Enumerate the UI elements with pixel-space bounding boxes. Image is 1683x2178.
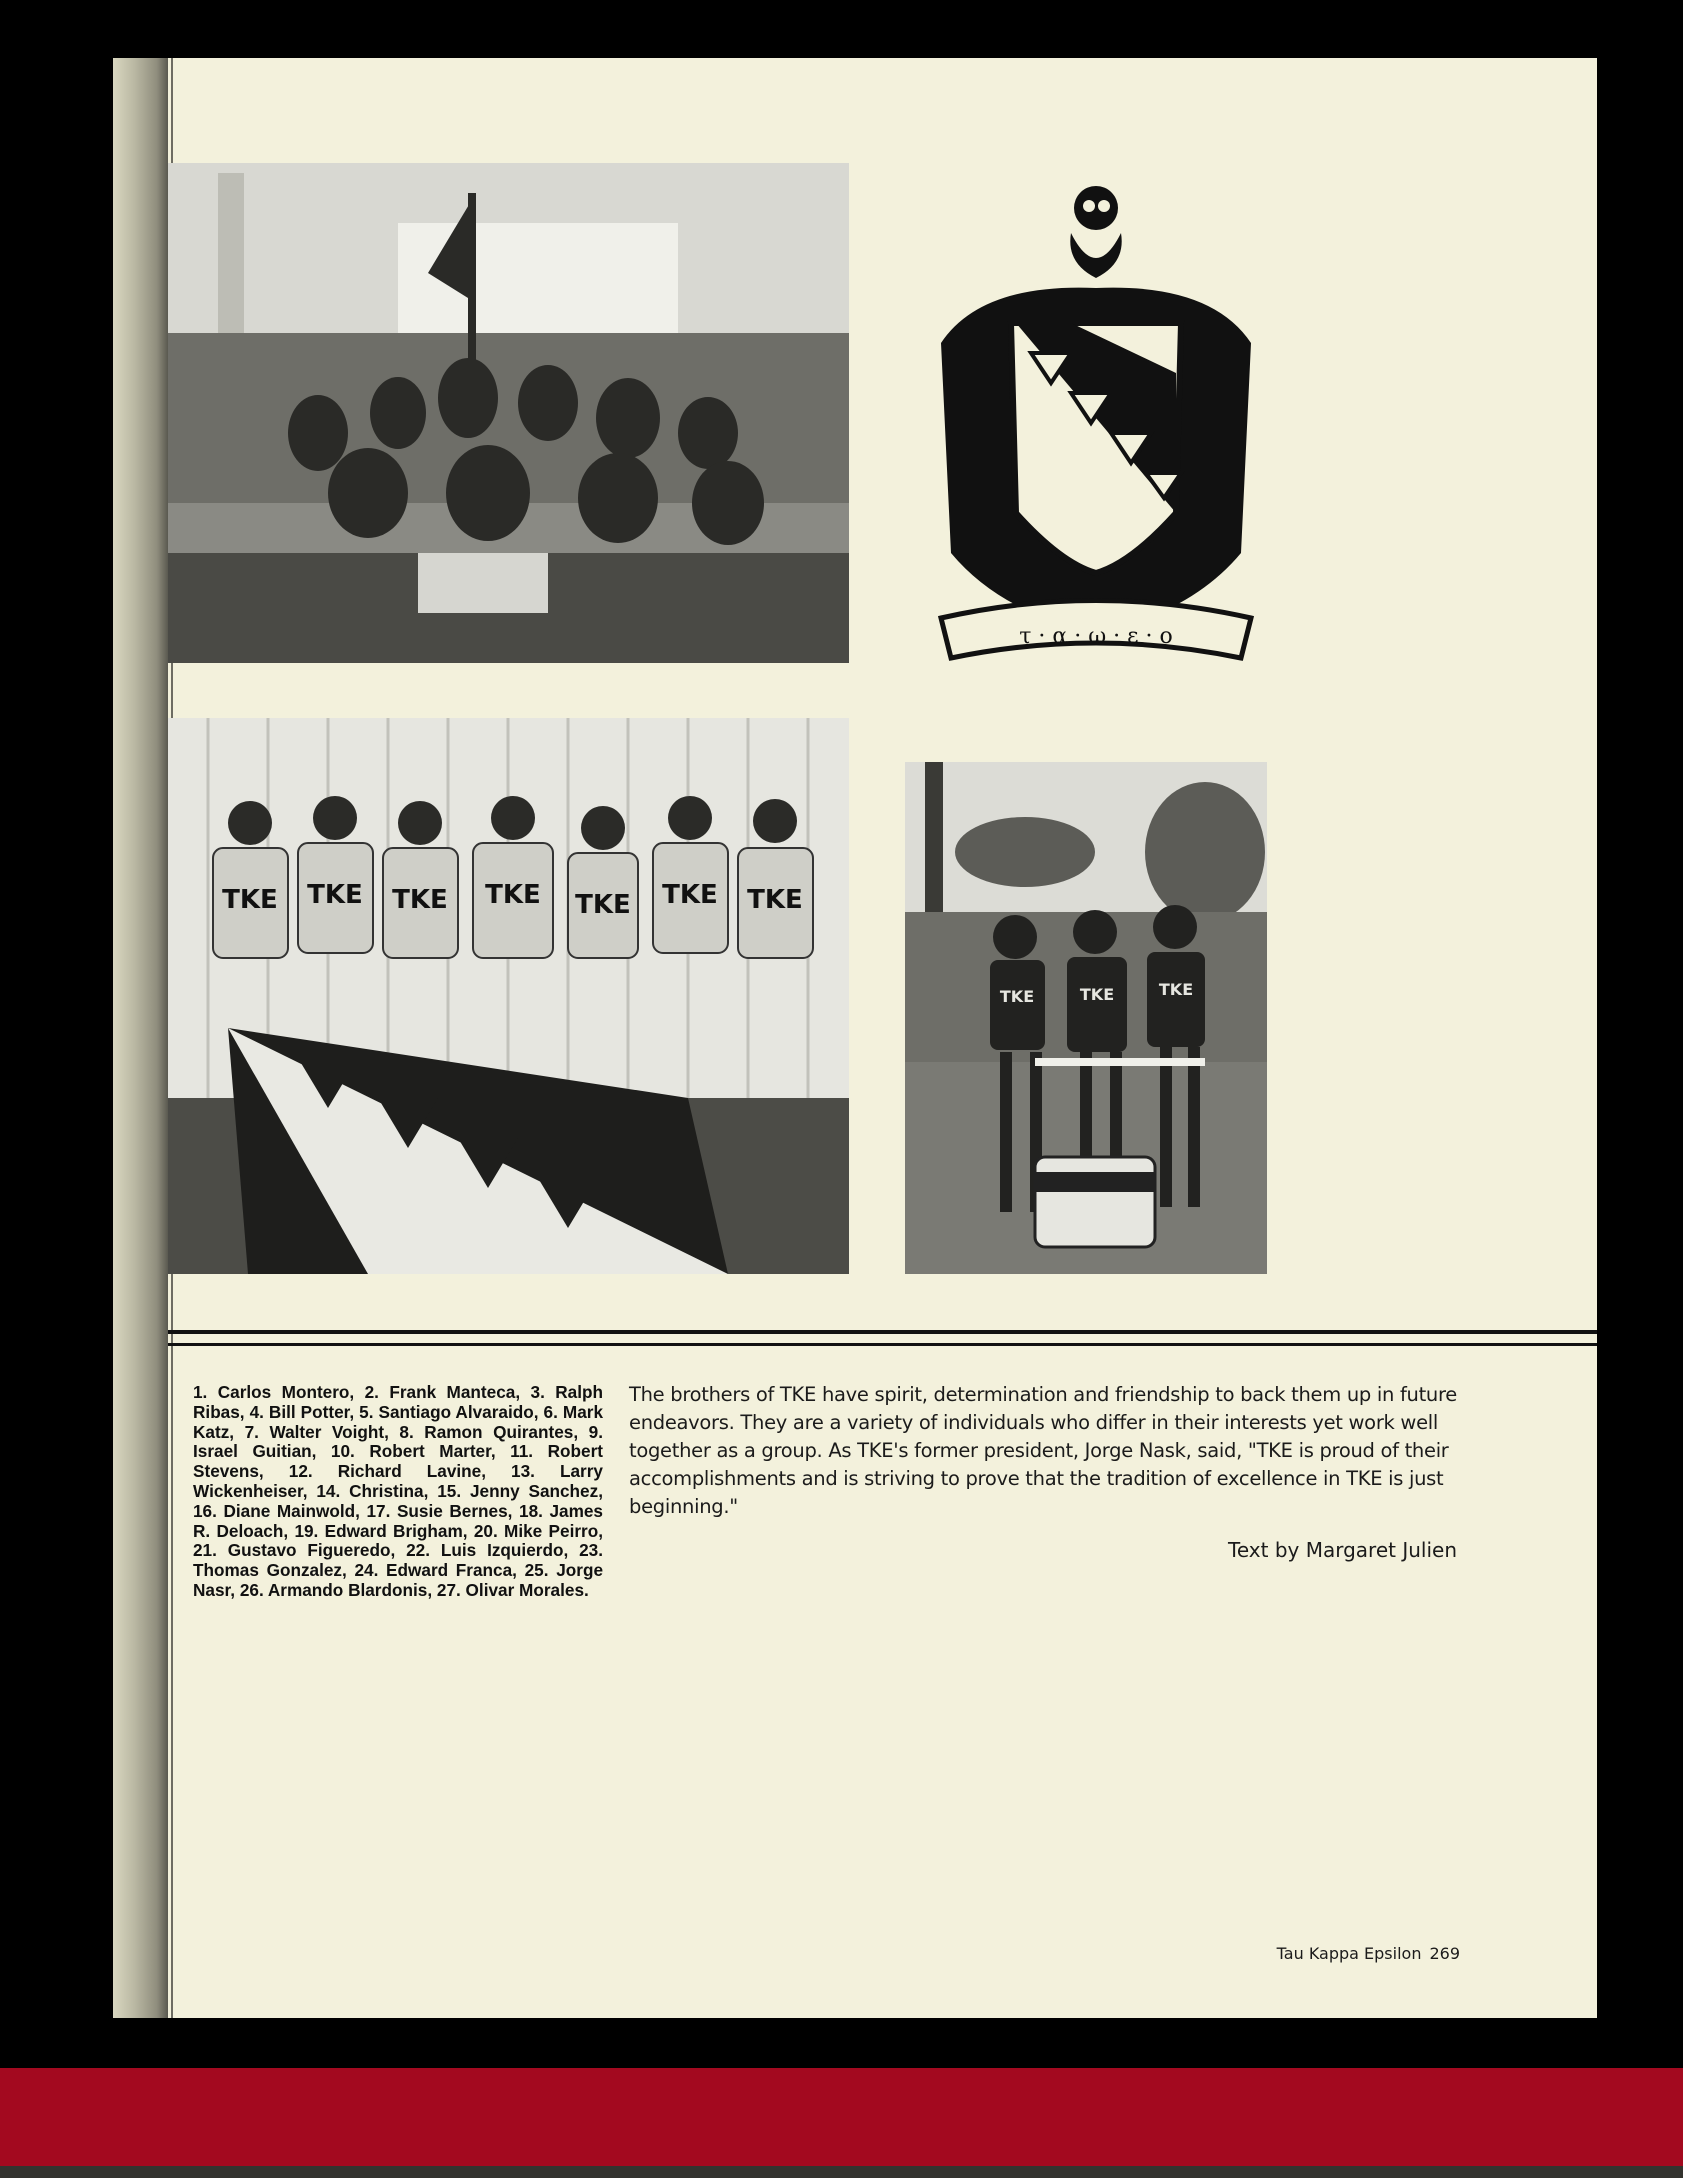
caption-names: 1. Carlos Montero, 2. Frank Manteca, 3. Ralph Ribas, 4. Bill Potter, 5. Santiago Alvaraido, 6. Mark Katz, 7. Walter Voight, 8. Ramon Quirantes, 9. Israel Guitian, 10. Robert Marter, 11. Robert Stevens, 12. Richard Lavine, 13. Larry Wickenheiser, 14. Christina, 15. Jenny Sanchez, 16. Diane Mainwold, 17. Susie Bernes, 18. James R. Deloach, 19. Edward Brigham, 20. Mike Peirro, 21. Gustavo Figueredo, 22. Luis Izquierdo, 23. Thomas Gonzalez, 24. Edward Franca, 25. Jorge Nasr, 26. Armando Blardonis, 27. Olivar Morales. [193, 1382, 603, 1600]
shirt-text-2: TKE [307, 880, 363, 910]
section-rule-bottom [168, 1343, 1597, 1346]
yearbook-page [113, 58, 1597, 2018]
text-credit: Text by Margaret Julien [1228, 1538, 1457, 1562]
shirt-text-4: TKE [485, 880, 541, 910]
section-rule-top [168, 1330, 1597, 1334]
shirt-text-5: TKE [575, 890, 631, 920]
photo-group-on-steps [168, 163, 849, 663]
shirt-text-6: TKE [662, 880, 718, 910]
page-number: 269 [1429, 1944, 1460, 1963]
tank-text-2: TKE [1079, 985, 1115, 1004]
shirt-text-1: TKE [222, 885, 278, 915]
crest-motto: τ · α · ω · ε · ο [1019, 624, 1173, 649]
tank-text-1: TKE [999, 987, 1035, 1006]
page-gutter [113, 58, 168, 2018]
fraternity-crest [921, 173, 1271, 703]
bottom-strip [0, 2166, 1683, 2178]
photo-cooler-carry [905, 762, 1267, 1274]
shirt-text-7: TKE [747, 885, 803, 915]
shirt-text-3: TKE [392, 885, 448, 915]
body-text: The brothers of TKE have spirit, determination and friendship to back them up in future endeavors. They are a variety of individuals who differ in their interests yet work well together as a group. As TKE's former president, Jorge Nask, said, "TKE is proud of their accomplishments and is striving to prove that the tradition of excellence in TKE is just beginning." [629, 1383, 1457, 1518]
page-footer [1269, 1944, 1460, 1963]
brand-bar [0, 2068, 1683, 2166]
tank-text-3: TKE [1158, 980, 1194, 999]
photo-flag-group [168, 718, 849, 1274]
footer-section: Tau Kappa Epsilon [1276, 1944, 1422, 1963]
